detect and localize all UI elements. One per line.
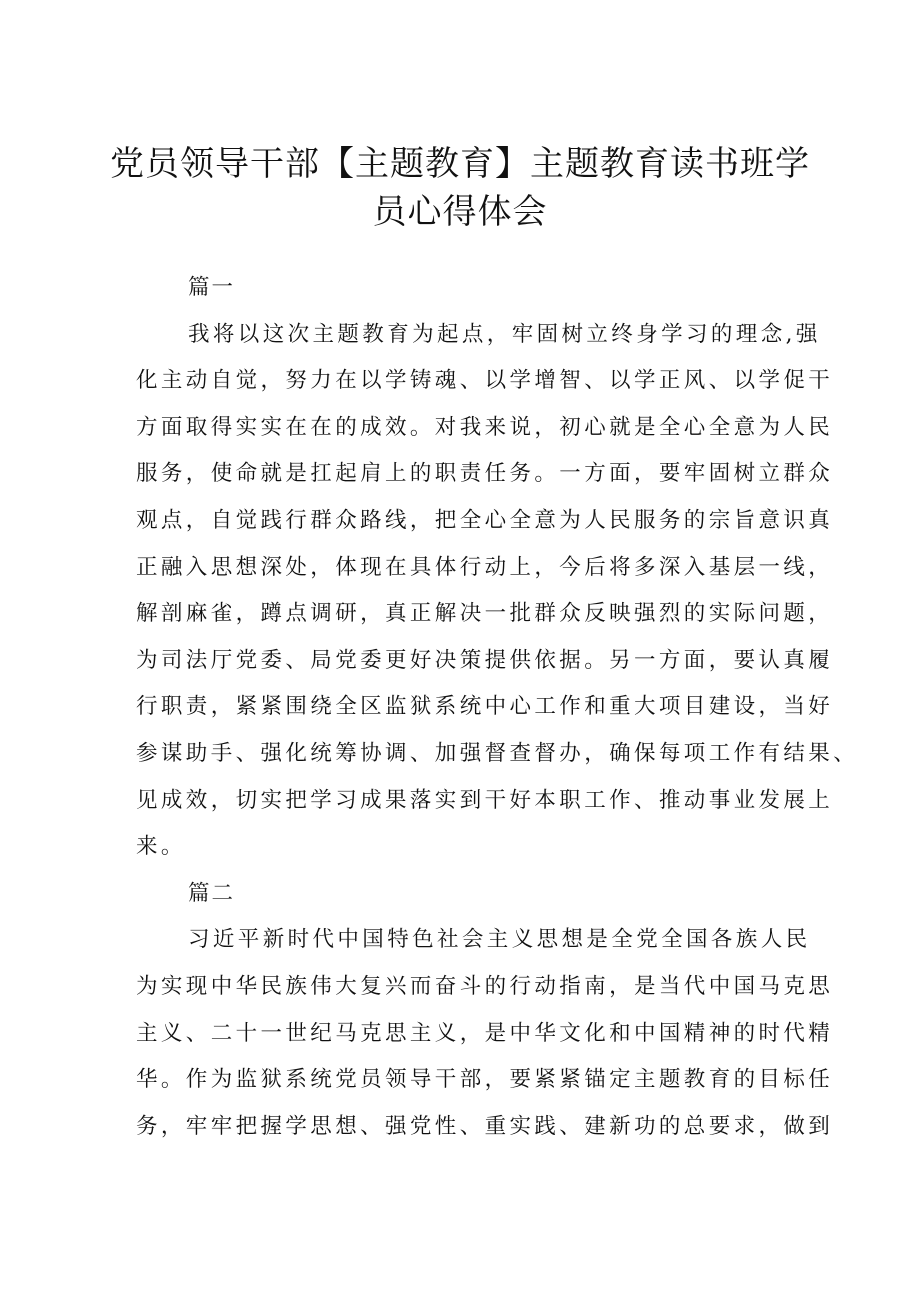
paragraph-line: 参谋助手、强化统筹协调、加强督查督办，确保每项工作有结果、 [136, 740, 859, 766]
paragraph-line: 为实现中华民族伟大复兴而奋斗的行动指南，是当代中国马克思 [136, 973, 834, 999]
paragraph-line: 正融入思想深处，体现在具体行动上，今后将多深入基层一线， [136, 554, 834, 580]
title-line: 员心得体会 [372, 192, 548, 232]
section-heading: 篇二 [188, 880, 236, 906]
document-title [100, 140, 820, 236]
paragraph-line: 观点，自觉践行群众路线，把全心全意为人民服务的宗旨意识真 [136, 507, 834, 533]
paragraph-line: 方面取得实实在在的成效。对我来说，初心就是全心全意为人民 [136, 414, 834, 440]
paragraph-line: 华。作为监狱系统党员领导干部，要紧紧锚定主题教育的目标任 [136, 1067, 834, 1093]
paragraph-line: 来。 [136, 834, 186, 860]
paragraph-line: 行职责，紧紧围绕全区监狱系统中心工作和重大项目建设，当好 [136, 694, 834, 720]
paragraph-line: 务，牢牢把握学思想、强党性、重实践、建新功的总要求，做到 [136, 1113, 834, 1139]
title-line: 党员领导干部【主题教育】主题教育读书班学 [110, 144, 810, 184]
paragraph-line: 服务，使命就是扛起肩上的职责任务。一方面，要牢固树立群众 [136, 461, 834, 487]
paragraph-line: 主义、二十一世纪马克思主义，是中华文化和中国精神的时代精 [136, 1020, 834, 1046]
paragraph-line: 解剖麻雀，蹲点调研，真正解决一批群众反映强烈的实际问题， [136, 601, 834, 627]
paragraph-line: 我将以这次主题教育为起点，牢固树立终身学习的理念,强 [188, 321, 821, 347]
paragraph-line: 见成效，切实把学习成果落实到干好本职工作、推动事业发展上 [136, 787, 834, 813]
paragraph-line: 化主动自觉，努力在以学铸魂、以学增智、以学正风、以学促干 [136, 368, 834, 394]
document-body [136, 265, 859, 1150]
paragraph-line: 习近平新时代中国特色社会主义思想是全党全国各族人民 [188, 927, 811, 953]
section-heading: 篇一 [188, 275, 236, 300]
paragraph-line: 为司法厅党委、局党委更好决策提供依据。另一方面，要认真履 [136, 647, 834, 673]
